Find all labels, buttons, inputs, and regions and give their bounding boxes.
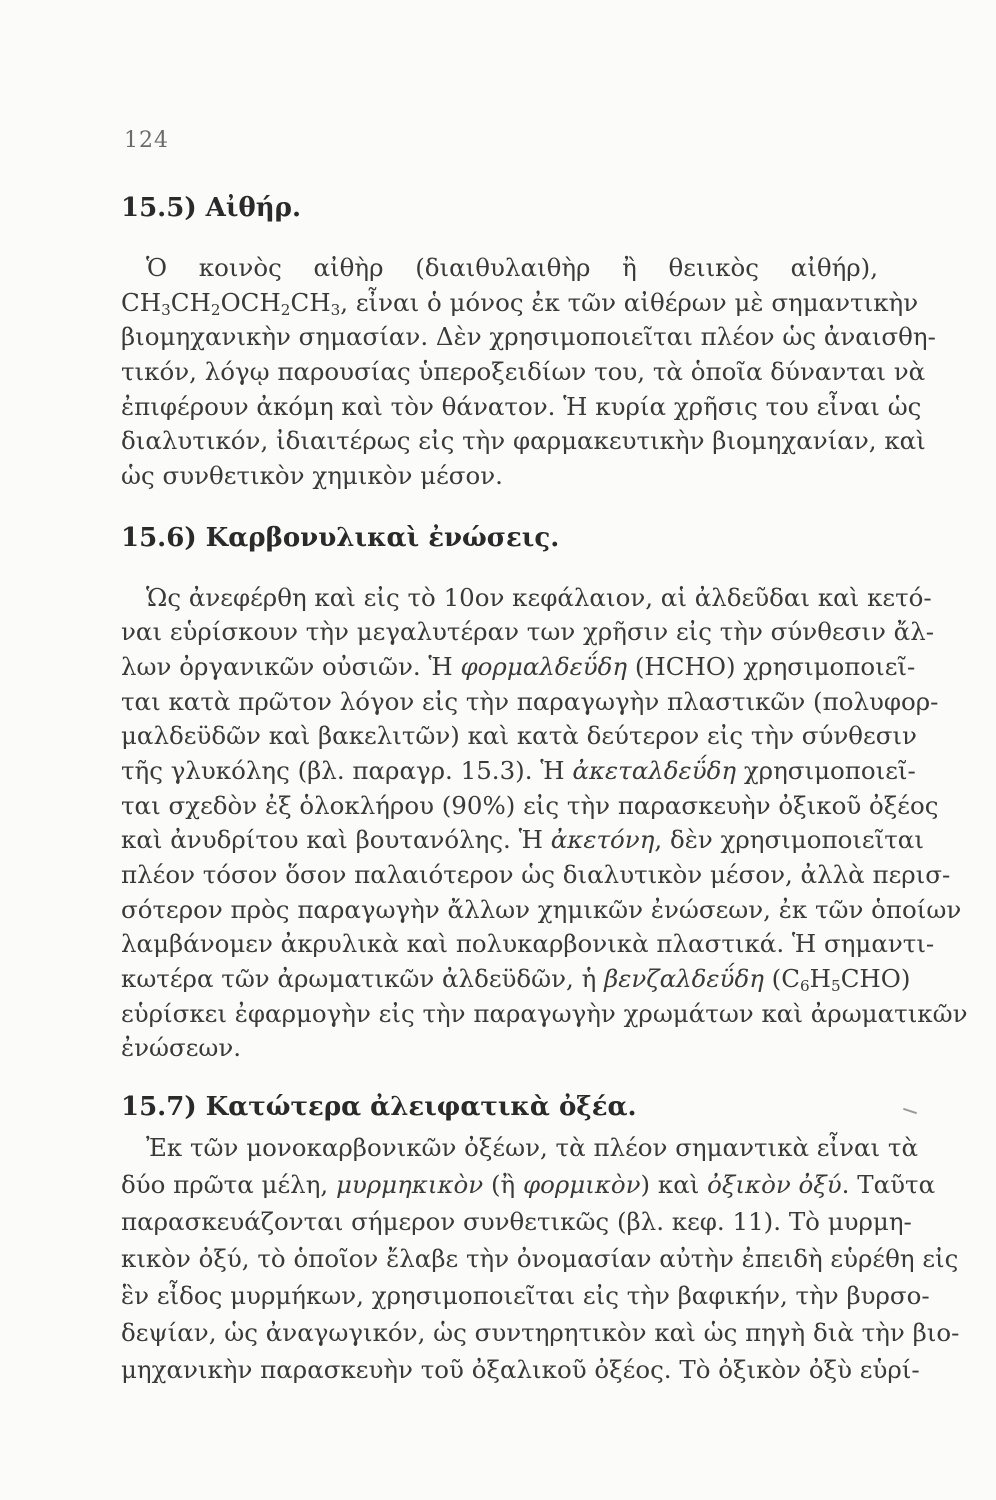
text-line: μηχανικὴν παρασκευὴν τοῦ ὀξαλικοῦ ὀξέος. Τὸ ὀξικὸν ὀξὺ εὑρί- [121,1355,920,1384]
text-line: $CH_3CH_2OCH_2CH_3$, εἶναι ὁ μόνος ἐκ τῶν αἰθέρων μὲ σημαντικὴν [121,288,919,319]
text-line: Ἐκ τῶν μονοκαρβονικῶν ὀξέων, τὰ πλέον σημαντικὰ εἶναι τὰ [146,1133,919,1162]
text-line: κωτέρα τῶν ἀρωματικῶν ἀλδεϋδῶν, ἡ βενζαλδεΰδη $(C_6H_5CHO)$ [121,964,911,995]
text-line: εὑρίσκει ἐφαρμογὴν εἰς τὴν παραγωγὴν χρωμάτων καὶ ἀρωματικῶν [121,999,968,1028]
text-line: παρασκευάζονται σήμερον συνθετικῶς (βλ. κεφ. 11). Τὸ μυρμη- [121,1207,912,1236]
text-line: πλέον τόσον ὅσον παλαιότερον ὡς διαλυτικὸν μέσον, ἀλλὰ περισ- [121,860,951,889]
text-line: λαμβάνομεν ἀκρυλικὰ καὶ πολυκαρβονικὰ πλαστικά. Ἡ σημαντι- [121,929,935,958]
text-line: καὶ ἀνυδρίτου καὶ βουτανόλης. Ἡ ἀκετόνη, δὲν χρησιμοποιεῖται [121,825,924,854]
text-line: μαλδεϋδῶν καὶ βακελιτῶν) καὶ κατὰ δεύτερον εἰς τὴν σύνθεσιν [121,721,917,750]
text-line: ται κατὰ πρῶτον λόγον εἰς τὴν παραγωγὴν πλαστικῶν (πολυφορ- [121,687,939,716]
text-line: δεψίαν, ὡς ἀναγωγικόν, ὡς συντηρητικὸν καὶ ὡς πηγὴ διὰ τὴν βιο- [121,1318,960,1347]
section-heading-15-6: 15.6) Καρβονυλικαὶ ἐνώσεις. [121,523,560,553]
section-heading-15-7: 15.7) Κατώτερα ἀλειφατικὰ ὀξέα. [121,1092,637,1122]
text-line: σότερον πρὸς παραγωγὴν ἄλλων χημικῶν ἐνώσεων, ἐκ τῶν ὁποίων [121,895,962,924]
text-line: κικὸν ὀξύ, τὸ ὁποῖον ἔλαβε τὴν ὀνομασίαν αὐτὴν ἐπειδὴ εὑρέθη εἰς [121,1244,959,1273]
text-line: λων ὀργανικῶν οὐσιῶν. Ἡ φορμαλδεΰδη (HCHO) χρησιμοποιεῖ- [121,652,916,681]
text-line: Ὡς ἀνεφέρθη καὶ εἰς τὸ 10ον κεφάλαιον, αἱ ἀλδεῦδαι καὶ κετό- [146,583,932,612]
text-line: Ὁ κοινὸς αἰθὴρ (διαιθυλαιθὴρ ἢ θειικὸς αἰθήρ), [146,253,878,282]
text-line: ἓν εἶδος μυρμήκων, χρησιμοποιεῖται εἰς τὴν βαφικήν, τὴν βυρσο- [121,1281,930,1310]
text-line: δύο πρῶτα μέλη, μυρμηκικὸν (ἢ φορμικὸν) καὶ ὀξικὸν ὀξύ. Ταῦτα [121,1170,936,1199]
text-line: ἐνώσεων. [121,1033,242,1062]
section-heading-15-5: 15.5) Αἰθήρ. [121,193,302,223]
text-line: τῆς γλυκόλης (βλ. παραγρ. 15.3). Ἡ ἀκεταλδεΰδη χρησιμοποιεῖ- [121,756,916,785]
text-line: διαλυτικόν, ἰδιαιτέρως εἰς τὴν φαρμακευτικὴν βιομηχανίαν, καὶ [121,426,926,455]
stray-mark [903,1108,917,1114]
page-number: 124 [124,128,169,153]
text-line: τικόν, λόγῳ παρουσίας ὑπεροξειδίων του, τὰ ὁποῖα δύνανται νὰ [121,357,926,386]
text-line: ἐπιφέρουν ἀκόμη καὶ τὸν θάνατον. Ἡ κυρία χρῆσις του εἶναι ὡς [121,392,922,421]
text-line: ναι εὑρίσκουν τὴν μεγαλυτέραν των χρῆσιν εἰς τὴν σύνθεσιν ἄλ- [121,617,934,646]
text-line: βιομηχανικὴν σημασίαν. Δὲν χρησιμοποιεῖται πλέον ὡς ἀναισθη- [121,322,936,351]
text-line: ὡς συνθετικὸν χημικὸν μέσον. [121,461,503,490]
text-line: ται σχεδὸν ἐξ ὁλοκλήρου (90%) εἰς τὴν παρασκευὴν ὀξικοῦ ὀξέος [121,791,939,820]
